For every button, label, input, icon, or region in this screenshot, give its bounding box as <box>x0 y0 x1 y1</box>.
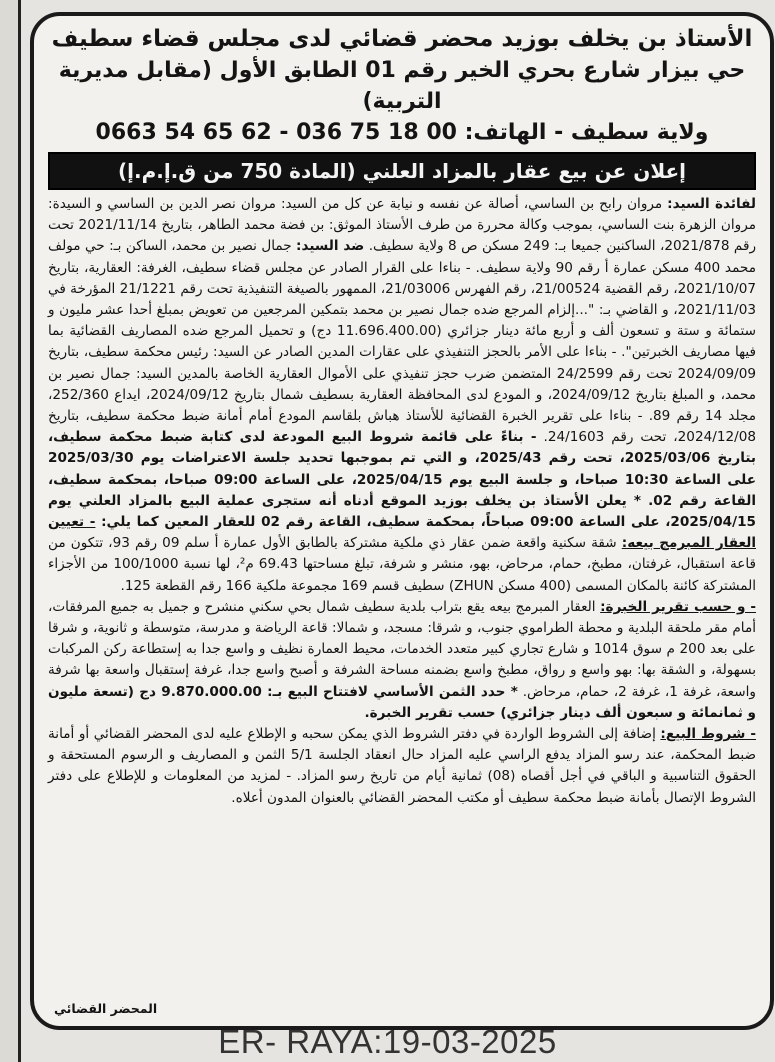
expert-report-text: العقار المبرمج بيعه يقع بتراب بلدية سطيف شمال بحي سكني منشرح و جميل به جميع المرفقات، أمام مقر ملحقة البلدية و محطة الطراموي جنوب، و شرقا: مسجد، و شمالا: قاعة الرياضة و مدرسة، متوسطة و ثانوية، و شرقا على بعد 200 م سوق 1014 و شارع تجاري كبير متعدد الخدمات، محيط العمارة نظيف و واسع جدا به إستطاعة ركن المركبات بسهولة، و الشقة بها: بهو واسع و رواق، مطبخ واسع بضمنه مساحة الشرفة و أصبح واسع جدا، غرفة إستقبال واسعة بها شرفة واسعة، غرفة 1، غرفة 2، حمام، مرحاض. <box>48 598 757 700</box>
paragraph-parties <box>48 194 756 597</box>
bailiff-address: حي بيزار شارع بحري الخير رقم 01 الطابق الأول (مقابل مديرية التربية) <box>58 58 746 114</box>
property-label: - تعيين العقار المبرمج بيعه: <box>48 514 756 552</box>
beneficiary-label: لفائدة السيد: <box>667 196 756 212</box>
bailiff-name: الأستاذ بن يخلف بوزيد محضر قضائي لدى مجلس قضاء سطيف <box>51 26 753 52</box>
paragraph-expert-report <box>48 597 756 724</box>
bailiff-phone: ولاية سطيف - الهاتف: 00 18 75 036 - 62 65 54 0663 <box>95 120 709 145</box>
property-description: شقة سكنية واقعة ضمن عقار ذي ملكية مشتركة بالطابق الأول عمارة أ سلم 09 رقم 93، تتكون من قاعة استقبال، غرفتان، مطبخ، حمام، مرحاض، بهو، منشر و شرفة، تبلغ مساحتها 69.43 م²، لها نسبة 100/1000 من الأجزاء المشتركة كائنة بالمكان المسمى (400 مسكن ZHUN) سطيف قسم 169 مجموعة ملكية 166 رقم القطعة 125. <box>48 535 756 594</box>
starting-price: * حدد الثمن الأساسي لافتتاح البيع بـ: 9.870.000.00 دج (تسعة مليون و ثمانمائة و سبعون ألف دينار جزائري) حسب تقرير الخبرة. <box>48 683 756 721</box>
notice-body <box>34 190 770 809</box>
sale-conditions-text: إضافة إلى الشروط الواردة في دفتر الشروط الذي يمكن سحبه و الإطلاع عليه لدى المحضر القضائي أو أمانة ضبط المحكمة، عند رسو المزاد يدفع الراسي عليه المزاد حال انعقاد الجلسة 5/1 الثمن و المصاريف و الرسوم المستحقة و الحقوق التناسبية و الباقي في أجل أقصاه (08) ثمانية أيام من تاريخ رسو المزاد. - لمزيد من المعلومات و للإطلاع على دفتر الشروط الإتصال بأمانة ضبط محكمة سطيف أو مكتب المحضر القضائي بالعنوان المدون أعلاه. <box>48 726 756 806</box>
notice-header <box>34 24 770 148</box>
adjacent-column-edge <box>0 0 21 1062</box>
against-label: ضد السيد: <box>296 238 365 255</box>
beneficiary-text: مروان رابح بن الساسي، أصالة عن نفسه و نيابة عن كل من السيد: مروان نصر الدين بن الساسي و السيدة: مروان الزهرة بنت الساسي، بموجب وكالة محررة من طرف الأستاذ الموثق: بن فضة محمد الطاهر، بتاريخ 2021/11/14 تحت رقم 2021/878، الساكنين جميعا بـ: 249 مسكن ص 8 ولاية سطيف. <box>48 196 757 255</box>
newspaper-date-stamp: ER- RAYA:19-03-2025 <box>218 1023 557 1060</box>
paragraph-sale-conditions <box>48 724 756 809</box>
proceedings-text: جمال نصير بن محمد، الساكن بـ: حي مولف محمد 400 مسكن عمارة أ رقم 90 ولاية سطيف. - بناءا على القرار الصادر عن مجلس قضاء سطيف، الغرفة: العقارية، بتاريخ 2021/10/07، رقم القضية 21/00524، رقم الفهرس 21/03006، الممهور بالصيغة التنفيذية تحت رقم 21/1221 المؤرخة في 2021/11/03، و القاضي بـ: "...إلزام المرجع ضده جمال نصير بن محمد بتمكين المرجعين من تعويض بمبلغ أحدا عشر مليون و ستمائة و ستة و تسعون ألف و أربع مائة دينار جزائري (11.696.400.00 دج) و تحميل المرجع ضده المصاريف القضائية بما فيها مصاريف الخبرتين". - بناءا على الأمر بالحجز التنفيذي على عقارات المدين الصادر عن السيد: رئيس محكمة سطيف، بتاريخ 2024/09/09 تحت رقم 24/2599 المتضمن ضرب حجز تنفيذي على الأموال العقارية الخاصة بالمدين السيد: جمال نصير بن محمد، و المبلغ بتاريخ 2024/09/12، و المودع لدى المحافظة العقارية بسطيف شمال بتاريخ 2024/09/12، ايداع 252/360، مجلد 14 رقم 89. - بناءا على تقرير الخبرة القضائية للأستاذ هباش بلقاسم المودع أمام أمانة ضبط محكمة سطيف، بتاريخ 2024/12/08، تحت رقم 24/1603. <box>48 238 757 446</box>
legal-notice-frame <box>30 12 774 1030</box>
notice-title-banner: إعلان عن بيع عقار بالمزاد العلني (المادة 750 من ق.إ.م.إ) <box>48 152 756 190</box>
expert-report-label: - و حسب تقرير الخبرة: <box>600 598 756 615</box>
signature: المحضر القضائي <box>54 1001 158 1016</box>
sale-conditions-label: - شروط البيع: <box>660 726 756 743</box>
auction-dates-text: - بناءً على قائمة شروط البيع المودعة لدى كتابة ضبط محكمة سطيف، بتاريخ 2025/03/06، تحت رقم 2025/43، و التي تم بموجبها تحديد جلسة الاعتراضات يوم 2025/03/30 على الساعة 10:30 صباحا، و جلسة البيع يوم 2025/04/15، على الساعة 09:00 صباحا، بمحكمة سطيف، القاعة رقم 02. * يعلن الأستاذ بن يخلف بوزيد الموقع أدناه أنه ستجرى عملية البيع بالمزاد العلني يوم 2025/04/15، على الساعة 09:00 صباحاً، بمحكمة سطيف، القاعة رقم 02 للعقار المعين كما يلي: <box>48 429 757 531</box>
